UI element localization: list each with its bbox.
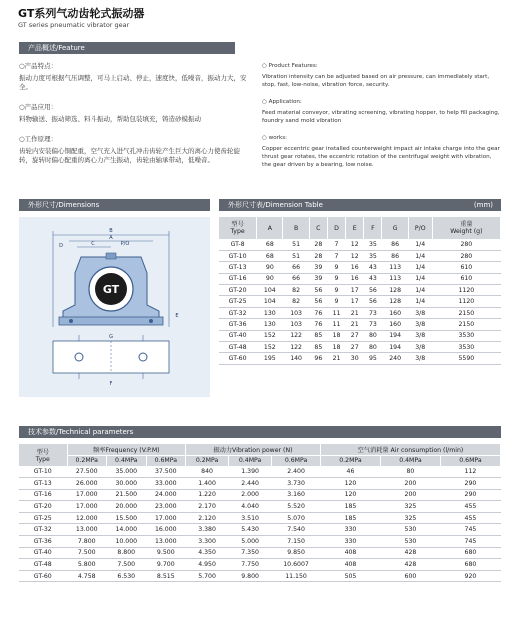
table-cell: 16.000 (146, 524, 186, 536)
feature-heading: ○产品应用： (19, 103, 58, 111)
dimension-table-bar (219, 199, 501, 211)
table-cell: GT-36 (19, 536, 67, 548)
table-cell: 5.800 (67, 559, 107, 571)
technical-table (19, 444, 501, 582)
table-cell: 35 (364, 239, 382, 250)
table-cell: 8.515 (146, 570, 186, 582)
feature-block (19, 103, 251, 124)
label-a: A (109, 235, 113, 241)
table-cell: 152 (257, 330, 283, 341)
table-cell: 5.000 (229, 536, 272, 548)
table-cell: 290 (440, 489, 500, 501)
feature-text: Copper eccentric gear installed counterweight impact air intake charge into the gear thrust gear rotates, the eccentric rotation of the centrifugal weight with vibration, the gear driven by a bearing, low noise. (262, 146, 500, 168)
table-cell: GT-48 (19, 559, 67, 571)
table-cell: 35.000 (107, 466, 147, 478)
dimensions-bar: 外形尺寸/Dimensions (19, 199, 210, 211)
pressure-header: 0.6MPa (272, 455, 321, 466)
label-b: B (109, 228, 113, 234)
feature-block (262, 62, 502, 89)
feature-block (19, 62, 251, 92)
table-cell: 15.500 (107, 512, 147, 524)
group-vibration-power: 振动力Vibration power (N) (186, 444, 321, 455)
table-row (19, 501, 501, 513)
label-d: D (59, 243, 63, 249)
table-cell: 33.000 (146, 478, 186, 490)
table-cell: 90 (257, 262, 283, 273)
table-cell: 1.220 (186, 489, 229, 501)
table-cell: 80 (364, 330, 382, 341)
table-row (219, 273, 501, 284)
table-cell: 200 (380, 489, 440, 501)
table-cell: 1/4 (408, 296, 432, 307)
table-cell: 610 (432, 262, 500, 273)
table-cell: GT-40 (219, 330, 257, 341)
table-cell: 8.800 (107, 547, 147, 559)
table-cell: 7.750 (229, 559, 272, 571)
table-cell: 3530 (432, 342, 500, 353)
table-cell: GT-16 (19, 489, 67, 501)
table-cell: 10.000 (107, 536, 147, 548)
table-cell: 160 (382, 307, 408, 318)
table-row (219, 250, 501, 261)
table-cell: 280 (432, 250, 500, 261)
table-cell: GT-48 (219, 342, 257, 353)
col-c: C (309, 217, 327, 239)
table-cell: 9.850 (272, 547, 321, 559)
table-cell: GT-40 (19, 547, 67, 559)
table-cell: 39 (309, 262, 327, 273)
table-cell: 7.350 (229, 547, 272, 559)
table-cell: 18 (327, 342, 345, 353)
table-cell: 16 (346, 273, 364, 284)
table-cell: 18 (327, 330, 345, 341)
table-cell: 9 (327, 273, 345, 284)
table-cell: 455 (440, 501, 500, 513)
table-cell: 600 (380, 570, 440, 582)
feature-block (262, 134, 502, 169)
table-cell: 66 (283, 262, 309, 273)
pressure-header: 0.4MPa (380, 455, 440, 466)
table-cell: 12 (346, 250, 364, 261)
label-g: G (109, 334, 113, 340)
feature-bar: 产品概述/Feature (19, 42, 235, 54)
table-cell: 4.950 (186, 559, 229, 571)
gt-mark: GT (102, 283, 120, 296)
pressure-header: 0.6MPa (146, 455, 186, 466)
table-cell: 7.500 (67, 547, 107, 559)
table-cell: 37.500 (146, 466, 186, 478)
table-row (219, 342, 501, 353)
table-cell: 745 (440, 524, 500, 536)
feature-heading: ○工作原理： (19, 135, 58, 143)
table-cell: 428 (380, 559, 440, 571)
table-cell: 56 (309, 285, 327, 296)
table-row (219, 262, 501, 273)
table-cell: 130 (257, 319, 283, 330)
table-cell: 66 (283, 273, 309, 284)
feature-block (262, 98, 502, 125)
group-air-consumption: 空气消耗量 Air consumption (l/min) (320, 444, 500, 455)
table-cell: 73 (364, 307, 382, 318)
col-weight: 重量 Weight (g) (432, 217, 500, 239)
table-cell: 530 (380, 524, 440, 536)
table-cell: 95 (364, 353, 382, 364)
table-cell: 27 (346, 342, 364, 353)
table-cell: 5.700 (186, 570, 229, 582)
col-po: P/O (408, 217, 432, 239)
table-cell: 51 (283, 239, 309, 250)
table-cell: 17 (346, 285, 364, 296)
table-cell: 2.170 (186, 501, 229, 513)
col-a: A (257, 217, 283, 239)
table-cell: GT-10 (19, 466, 67, 478)
table-cell: GT-36 (219, 319, 257, 330)
table-cell: 1/4 (408, 250, 432, 261)
table-cell: 200 (380, 478, 440, 490)
table-cell: GT-32 (19, 524, 67, 536)
table-cell: 76 (309, 307, 327, 318)
table-cell: 680 (440, 547, 500, 559)
table-cell: 3.510 (229, 512, 272, 524)
table-cell: 2.440 (229, 478, 272, 490)
dimension-table-title: 外形尺寸表/Dimension Table (228, 201, 323, 209)
table-cell: 455 (440, 512, 500, 524)
table-cell: 505 (320, 570, 380, 582)
pressure-header: 0.4MPa (229, 455, 272, 466)
table-cell: 103 (283, 307, 309, 318)
table-cell: 5.430 (229, 524, 272, 536)
table-cell: 120 (320, 478, 380, 490)
table-cell: 130 (257, 307, 283, 318)
table-cell: 5.070 (272, 512, 321, 524)
table-cell: 428 (380, 547, 440, 559)
table-cell: 103 (283, 319, 309, 330)
table-cell: 90 (257, 273, 283, 284)
table-cell: 1120 (432, 285, 500, 296)
feature-text: 振动力度可根据气压调整，可马上启动、停止，速度快，低噪音，振动力大，安全。 (19, 74, 247, 91)
table-cell: 6.530 (107, 570, 147, 582)
table-cell: 7 (327, 239, 345, 250)
page-title: GT系列气动齿轮式振动器 (18, 7, 145, 20)
table-cell: 113 (382, 262, 408, 273)
table-cell: 122 (283, 330, 309, 341)
table-cell: 56 (364, 285, 382, 296)
table-cell: 14.000 (107, 524, 147, 536)
table-cell: 26.000 (67, 478, 107, 490)
table-cell: GT-60 (219, 353, 257, 364)
table-cell: 56 (309, 296, 327, 307)
table-cell: 240 (382, 353, 408, 364)
table-row (219, 285, 501, 296)
table-cell: 4.350 (186, 547, 229, 559)
dimension-table (219, 217, 501, 365)
table-cell: 20.000 (107, 501, 147, 513)
table-cell: 12 (346, 239, 364, 250)
table-cell: 120 (320, 489, 380, 501)
table-cell: 195 (257, 353, 283, 364)
table-cell: 27 (346, 330, 364, 341)
table-row (19, 512, 501, 524)
table-cell: GT-60 (19, 570, 67, 582)
table-row (19, 547, 501, 559)
table-cell: 160 (382, 319, 408, 330)
feature-heading: ○产品特点： (19, 62, 58, 70)
table-cell: 280 (432, 239, 500, 250)
col-b: B (283, 217, 309, 239)
table-cell: 3.160 (272, 489, 321, 501)
table-cell: 68 (257, 250, 283, 261)
page-subtitle: GT series pneumatic vibrator gear (18, 21, 130, 29)
table-cell: 17.000 (146, 512, 186, 524)
table-cell: 1/4 (408, 285, 432, 296)
table-row (219, 239, 501, 250)
table-cell: GT-20 (19, 501, 67, 513)
table-cell: 80 (380, 466, 440, 478)
table-cell: 11.150 (272, 570, 321, 582)
table-cell: 28 (309, 239, 327, 250)
table-cell: 85 (309, 342, 327, 353)
table-cell: 4.758 (67, 570, 107, 582)
vibrator-dimension-diagram (19, 217, 210, 397)
table-cell: 51 (283, 250, 309, 261)
table-row (219, 296, 501, 307)
col-f: F (364, 217, 382, 239)
pressure-header: 0.6MPa (440, 455, 500, 466)
table-cell: 3/8 (408, 342, 432, 353)
table-cell: 5590 (432, 353, 500, 364)
label-f: F (109, 381, 113, 387)
table-cell: 73 (364, 319, 382, 330)
air-inlet (106, 253, 116, 259)
feature-heading: ○ Application: (262, 99, 302, 105)
table-cell: 17.000 (67, 501, 107, 513)
table-cell: 2.120 (186, 512, 229, 524)
pressure-header: 0.2MPa (320, 455, 380, 466)
group-frequency: 频率Frequency (V.P.M) (67, 444, 186, 455)
table-cell: 1.400 (186, 478, 229, 490)
table-cell: 9 (327, 262, 345, 273)
table-cell: 12.000 (67, 512, 107, 524)
table-row (19, 489, 501, 501)
feature-cn (19, 62, 251, 176)
table-cell: 7.540 (272, 524, 321, 536)
table-cell: 86 (382, 239, 408, 250)
table-cell: 96 (309, 353, 327, 364)
pressure-header: 0.4MPa (107, 455, 147, 466)
label-po: P/O (120, 241, 130, 247)
table-cell: 9 (327, 285, 345, 296)
table-cell: GT-8 (219, 239, 257, 250)
table-cell: 68 (257, 239, 283, 250)
table-cell: 17 (346, 296, 364, 307)
table-cell: 56 (364, 296, 382, 307)
table-cell: 7.150 (272, 536, 321, 548)
table-cell: 185 (320, 501, 380, 513)
table-cell: 2150 (432, 319, 500, 330)
table-cell: 11 (327, 319, 345, 330)
table-row (219, 330, 501, 341)
table-cell: 43 (364, 273, 382, 284)
table-cell: GT-13 (19, 478, 67, 490)
feature-heading: ○ Product Features: (262, 63, 318, 69)
table-cell: 1.390 (229, 466, 272, 478)
table-cell: 13.000 (67, 524, 107, 536)
table-cell: 30.000 (107, 478, 147, 490)
table-cell: 3530 (432, 330, 500, 341)
table-cell: 9.500 (146, 547, 186, 559)
table-cell: 140 (283, 353, 309, 364)
table-cell: 13.000 (146, 536, 186, 548)
table-cell: 9.800 (229, 570, 272, 582)
feature-heading: ○ works: (262, 135, 287, 141)
technical-bar: 技术参数/Technical parameters (19, 426, 501, 438)
table-cell: 2.000 (229, 489, 272, 501)
table-row (19, 570, 501, 582)
col-d: D (327, 217, 345, 239)
table-row (19, 536, 501, 548)
table-cell: 10.6007 (272, 559, 321, 571)
label-c: C (91, 241, 95, 247)
table-cell: 11 (327, 307, 345, 318)
table-cell: 290 (440, 478, 500, 490)
table-cell: 330 (320, 536, 380, 548)
table-cell: 85 (309, 330, 327, 341)
table-cell: 330 (320, 524, 380, 536)
table-cell: 325 (380, 512, 440, 524)
table-cell: 408 (320, 559, 380, 571)
table-cell: 30 (346, 353, 364, 364)
col-e: E (346, 217, 364, 239)
table-cell: 112 (440, 466, 500, 478)
table-cell: 3/8 (408, 353, 432, 364)
table-cell: 3.730 (272, 478, 321, 490)
table-row (219, 353, 501, 364)
table-cell: 3.300 (186, 536, 229, 548)
table-cell: 194 (382, 330, 408, 341)
col-g: G (382, 217, 408, 239)
table-cell: 128 (382, 296, 408, 307)
table-cell: GT-32 (219, 307, 257, 318)
table-row (19, 559, 501, 571)
table-row (219, 319, 501, 330)
feature-text: Vibration intensity can be adjusted based on air pressure, can immediately start, stop, fast, low-noise, vibration force, security. (262, 74, 490, 88)
table-cell: 920 (440, 570, 500, 582)
table-cell: 840 (186, 466, 229, 478)
table-cell: 21.500 (107, 489, 147, 501)
base-plate (59, 317, 163, 325)
table-cell: 408 (320, 547, 380, 559)
pressure-header: 0.2MPa (67, 455, 107, 466)
table-cell: 35 (364, 250, 382, 261)
table-cell: 27.500 (67, 466, 107, 478)
table-cell: 122 (283, 342, 309, 353)
table-cell: GT-25 (219, 296, 257, 307)
feature-text: 料物输送、振动筛选、料斗振动，帮助包装填充，铸造砂模振动 (19, 115, 201, 123)
table-cell: 1/4 (408, 239, 432, 250)
table-cell: 128 (382, 285, 408, 296)
table-cell: 325 (380, 501, 440, 513)
table-cell: 113 (382, 273, 408, 284)
table-cell: 9.700 (146, 559, 186, 571)
table-cell: 680 (440, 559, 500, 571)
table-cell: 23.000 (146, 501, 186, 513)
table-cell: 104 (257, 285, 283, 296)
table-cell: 2150 (432, 307, 500, 318)
table-cell: 5.520 (272, 501, 321, 513)
table-cell: 28 (309, 250, 327, 261)
table-cell: 7.800 (67, 536, 107, 548)
table-cell: 1120 (432, 296, 500, 307)
feature-en (262, 62, 502, 178)
table-row (219, 307, 501, 318)
table-cell: 185 (320, 512, 380, 524)
table-row (19, 524, 501, 536)
table-cell: 3/8 (408, 319, 432, 330)
table-cell: 21 (327, 353, 345, 364)
dimension-unit: (mm) (473, 201, 493, 209)
table-cell: GT-13 (219, 262, 257, 273)
table-cell: GT-25 (19, 512, 67, 524)
table-cell: GT-16 (219, 273, 257, 284)
table-cell: 4.040 (229, 501, 272, 513)
table-cell: 3/8 (408, 330, 432, 341)
pressure-header: 0.2MPa (186, 455, 229, 466)
col-type: 型号 Type (219, 217, 257, 239)
table-cell: 76 (309, 319, 327, 330)
table-cell: 610 (432, 273, 500, 284)
table-cell: 86 (382, 250, 408, 261)
table-row (19, 466, 501, 478)
table-cell: 1/4 (408, 262, 432, 273)
table-cell: 3/8 (408, 307, 432, 318)
table-cell: 21 (346, 319, 364, 330)
table-cell: 745 (440, 536, 500, 548)
table-cell: 82 (283, 296, 309, 307)
table-cell: 9 (327, 296, 345, 307)
table-cell: 21 (346, 307, 364, 318)
table-cell: 194 (382, 342, 408, 353)
table-cell: 3.380 (186, 524, 229, 536)
table-cell: 24.000 (146, 489, 186, 501)
table-cell: 46 (320, 466, 380, 478)
table-cell: 82 (283, 285, 309, 296)
table-cell: 43 (364, 262, 382, 273)
col-type: 型号 Type (19, 444, 67, 466)
table-cell: 39 (309, 273, 327, 284)
feature-text: Feed material conveyor, vibrating screening, vibrating hopper, to help fill packaging, foundry sand mold vibration (262, 110, 500, 124)
table-row (19, 478, 501, 490)
table-cell: 80 (364, 342, 382, 353)
table-cell: 152 (257, 342, 283, 353)
table-cell: 7 (327, 250, 345, 261)
table-cell: 2.400 (272, 466, 321, 478)
feature-text: 齿轮内安装偏心铜配重，空气充入进气孔冲击齿轮产生巨大的离心力使齿轮旋转，旋转时偏心配重的离心力产生振动，齿轮由轴承带动，低噪音。 (19, 147, 240, 164)
table-cell: 1/4 (408, 273, 432, 284)
table-cell: GT-20 (219, 285, 257, 296)
table-cell: 104 (257, 296, 283, 307)
table-cell: 530 (380, 536, 440, 548)
label-e: E (175, 313, 179, 319)
table-cell: 16 (346, 262, 364, 273)
table-cell: GT-10 (219, 250, 257, 261)
table-cell: 7.500 (107, 559, 147, 571)
table-cell: 17.000 (67, 489, 107, 501)
feature-block (19, 135, 251, 165)
